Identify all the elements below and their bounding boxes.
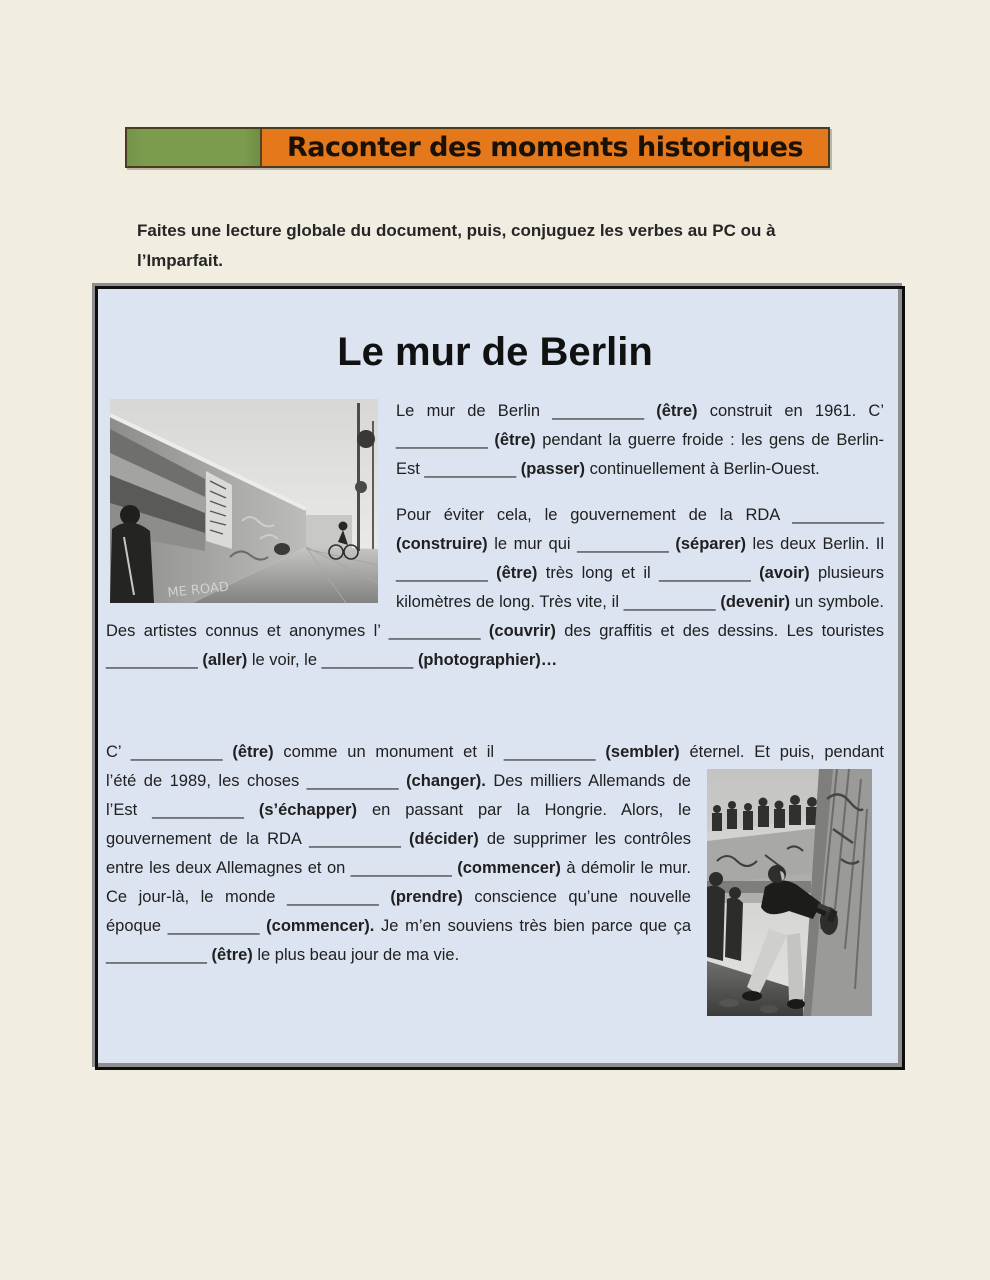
paragraph-3: C’ __________ (être) comme un monument et il __________ (sembler) éternel. Et puis, pendant [106,743,884,761]
document-title: Le mur de Berlin [337,330,653,374]
paragraph-4: l’été de 1989, les choses __________ (changer). Des milliers Allemands de l’Est __________ (s’échapper) en passant par la Hongrie. Alors, le gouvernement de la RDA __________ (décider) de supprimer les contrôles entre les deux Allemagnes et on ___________ (commencer) à démolir le mur. Ce jour-là, le monde __________ (prendre) conscience qu’une nouvelle époque __________ (commencer). Je m’en souviens très bien parce que ça ___________ (être) le plus beau jour de ma vie. [106,772,692,964]
berlin-wall-photo-art [110,399,378,603]
header-banner [125,127,830,168]
instructions-text: Faites une lecture globale du document, puis, conjuguez les verbes au PC ou à l’Imparfait. [137,221,776,270]
wall-demolition-photo-art [707,769,872,1016]
page-title: Raconter des moments historiques [286,132,804,163]
section-top [106,397,884,692]
svg-text:ME ROAD: ME ROAD [166,579,230,601]
wall-demolition-photo [707,769,872,1016]
paragraph-2: Pour éviter cela, le gouvernement de la RDA __________ (construire) le mur qui __________ (séparer) les deux Berlin. Il __________ (être) très long et il __________ (avoir) plusieurs kilomètres de long. Très vite, il __________ (devenir) un symbole. Des artistes connus et anonymes l’ __________ (couvrir) des graffitis et des dessins. Les touristes __________ (aller) le voir, le __________ (photographier)… [106,506,885,669]
worksheet-panel [95,286,905,1070]
berlin-wall-photo [110,399,378,603]
paragraph-1: Le mur de Berlin __________ (être) construit en 1961. C’ __________ (être) pendant la guerre froide : les gens de Berlin-Est __________ (passer) continuellement à Berlin-Ouest. [396,402,885,478]
header-green-block [127,129,262,166]
section-bottom [106,738,884,1020]
bottom-flow [106,767,884,1020]
